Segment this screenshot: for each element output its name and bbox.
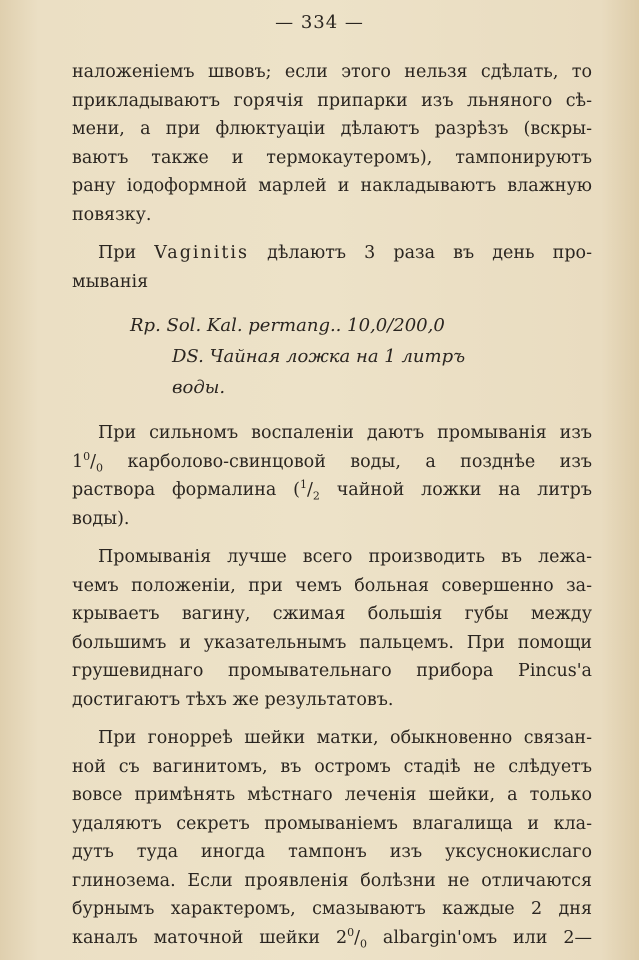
body-text	[72, 58, 592, 952]
fraction-slash: /	[90, 451, 97, 472]
text-line: рану iодоформной марлей и накладываютъ влажную	[72, 176, 592, 196]
text-line: При сильномъ воспаленiи даютъ промыванiя изъ	[98, 423, 592, 443]
text-line	[72, 476, 592, 505]
text-line: При гонорреѣ шейки матки, обыкновенно связан-	[98, 728, 592, 748]
text-line	[72, 924, 592, 953]
page-number: — 334 —	[275, 12, 364, 33]
text-line: повязку.	[72, 204, 152, 225]
text-fragment: дѣлаютъ 3 раза въ день про-	[249, 243, 592, 263]
text-line: мени, а при флюктуацiи дѣлаютъ разрѣзъ (вскры-	[72, 119, 592, 139]
text-fragment: каналъ маточной шейки 2	[72, 927, 348, 948]
text-line: воды).	[72, 508, 130, 529]
superscript: 0	[347, 925, 355, 939]
paragraph-2	[72, 239, 592, 268]
latin-term: Vaginitis	[154, 243, 249, 263]
text-line: ваютъ также и термокаутеромъ), тампонируютъ	[72, 147, 592, 168]
text-fragment: 1	[72, 451, 84, 472]
text-line: глинозема. Если проявленiя болѣзни не отличаются	[72, 870, 592, 891]
text-line	[72, 448, 592, 477]
subscript: 2	[312, 489, 320, 503]
text-line: крываетъ вагину, сжимая большiя губы между	[72, 604, 592, 624]
fraction-slash: /	[354, 927, 361, 948]
paragraph-4	[72, 543, 592, 714]
text-line: прикладываютъ горячiя припарки изъ льняного сѣ-	[72, 90, 592, 111]
prescription-line: DS. Чайная ложка на 1 литръ	[172, 346, 466, 367]
text-fragment: При	[98, 243, 155, 263]
prescription-line: воды.	[172, 377, 226, 398]
fraction-slash: /	[307, 480, 313, 500]
text-line: большимъ и указательнымъ пальцемъ. При помощи	[72, 632, 592, 653]
paragraph-2-cont	[72, 268, 592, 297]
text-line	[98, 239, 592, 268]
prescription	[130, 310, 592, 403]
text-fragment: чайной ложки на литръ	[319, 480, 592, 500]
paragraph-5	[72, 724, 592, 952]
text-line: вовсе примѣнять мѣстнаго леченiя шейки, а только	[72, 785, 592, 805]
text-line: дутъ туда иногда тампонъ изъ уксуснокислаго	[72, 842, 592, 862]
text-line: ной съ вагинитомъ, въ остромъ стадiѣ не слѣдуетъ	[72, 756, 592, 777]
text-line: мыванiя	[72, 271, 149, 292]
text-line: наложенiемъ швовъ; если этого нельзя сдѣлать, то	[72, 62, 592, 82]
text-line: достигаютъ тѣхъ же результатовъ.	[72, 689, 394, 710]
subscript: 0	[360, 937, 368, 950]
text-fragment: карболово-свинцовой воды, а позднѣе изъ	[103, 451, 592, 472]
text-line: удаляютъ секретъ промыванiемъ влагалища и кла-	[72, 813, 592, 834]
text-fragment: albargin'омъ или 2—	[367, 927, 592, 948]
paragraph-3	[72, 419, 592, 533]
text-line: Промыванiя лучше всего производить въ лежа-	[98, 547, 592, 567]
superscript: 0	[83, 449, 91, 463]
text-line: чемъ положенiи, при чемъ больная совершенно за-	[72, 575, 592, 596]
text-fragment: раствора формалина (	[72, 480, 300, 500]
paragraph-1	[72, 58, 592, 229]
prescription-line: Rp. Sol. Kal. permang.. 10,0/200,0	[130, 315, 445, 336]
text-line: бурнымъ характеромъ, смазываютъ каждые 2 дня	[72, 899, 592, 919]
subscript: 0	[96, 461, 104, 474]
superscript: 1	[300, 478, 307, 492]
text-line: грушевиднаго промывательнаго прибора Pincus'а	[72, 661, 592, 681]
